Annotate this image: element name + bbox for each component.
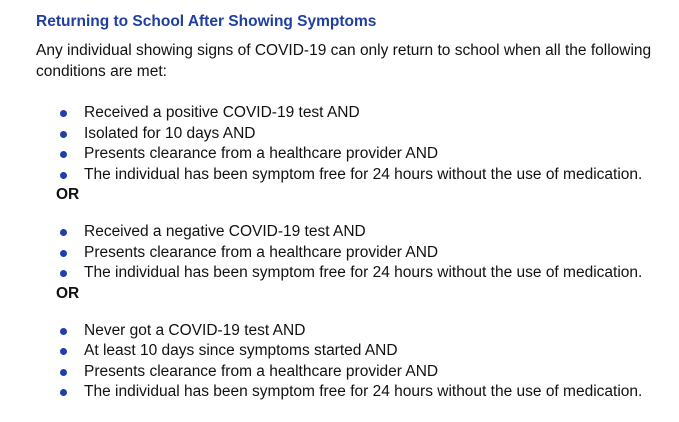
list-item-text: Never got a COVID-19 test AND [84,321,306,339]
bullet-icon [60,389,67,396]
list-item-text: Received a negative COVID-19 test AND [84,223,366,240]
list-item-text: Presents clearance from a healthcare provider AND [84,362,439,380]
list-item-text: Isolated for 10 days AND [84,124,256,142]
list-item-text: The individual has been symptom free for 24 hours without the use of medication. [84,383,643,400]
bullet-icon [60,172,67,179]
list-item [36,243,666,264]
bullet-icon [60,270,67,277]
intro-paragraph: Any individual showing signs of COVID-19 can only return to school when all the following conditions are met: [36,42,652,80]
conditions-list-positive-test [36,103,666,185]
list-item [36,341,666,362]
list-item [36,321,666,342]
list-item-text: The individual has been symptom free for 24 hours without the use of medication. [84,264,643,281]
bullet-icon [60,110,67,117]
list-item [36,222,666,243]
list-item [36,165,666,186]
or-separator: OR [56,284,80,302]
list-item-text: At least 10 days since symptoms started AND [84,342,398,359]
list-item [36,362,666,383]
or-separator: OR [56,186,80,203]
page-title: Returning to School After Showing Symptoms [36,13,377,30]
list-item [36,382,666,403]
list-item [36,263,666,284]
document-page [36,12,666,403]
bullet-icon [60,131,67,138]
conditions-list-no-test [36,321,666,403]
bullet-icon [60,229,67,236]
list-item-text: Received a positive COVID-19 test AND [84,104,360,121]
list-item-text: Presents clearance from a healthcare provider AND [84,145,439,162]
bullet-icon [60,348,67,355]
list-item [36,144,666,165]
list-item [36,103,666,124]
bullet-icon [60,250,67,257]
list-item [36,124,666,145]
bullet-icon [60,328,67,335]
bullet-icon [60,151,67,158]
conditions-list-negative-test [36,222,666,284]
list-item-text: Presents clearance from a healthcare provider AND [84,243,439,261]
list-item-text: The individual has been symptom free for 24 hours without the use of medication. [84,165,643,183]
bullet-icon [60,369,67,376]
